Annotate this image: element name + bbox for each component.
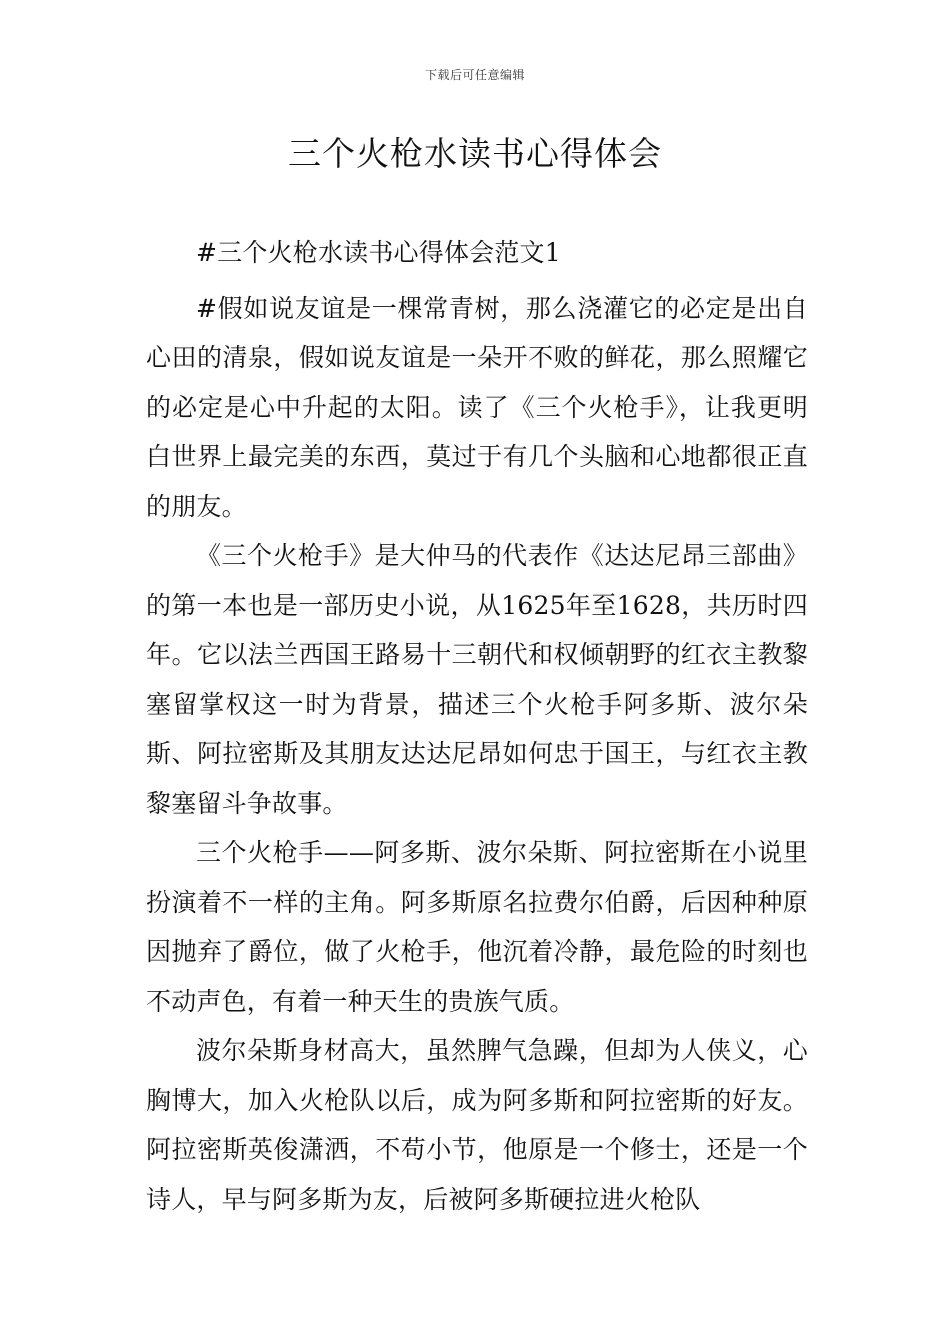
paragraph: 《三个火枪手》是大仲马的代表作《达达尼昂三部曲》的第一本也是一部历史小说，从1625年至1628，共历时四年。它以法兰西国王路易十三朝代和权倾朝野的红衣主教黎塞留掌权这一时为背景，描述三个火枪手阿多斯、波尔朵斯、阿拉密斯及其朋友达达尼昂如何忠于国王，与红衣主教黎塞留斗争故事。 xyxy=(146,541,808,818)
paragraph: #假如说友谊是一棵常青树，那么浇灌它的必定是出自心田的清泉，假如说友谊是一朵开不败的鲜花，那么照耀它的必定是心中升起的太阳。读了《三个火枪手》，让我更明白世界上最完美的东西，莫过于有几个头脑和心地都很正直的朋友。 xyxy=(146,293,808,521)
document-title: 三个火枪水读书心得体会 xyxy=(288,134,662,173)
paragraph-heading: #三个火枪水读书心得体会范文1 xyxy=(196,238,561,267)
header-note: 下载后可任意编辑 xyxy=(424,68,525,82)
paragraph: 三个火枪手——阿多斯、波尔朵斯、阿拉密斯在小说里扮演着不一样的主角。阿多斯原名拉费尔伯爵，后因种种原因抛弃了爵位，做了火枪手，他沉着冷静，最危险的时刻也不动声色，有着一种天生的贵族气质。 xyxy=(146,838,808,1016)
document-body xyxy=(146,228,808,1224)
paragraph: 波尔朵斯身材高大，虽然脾气急躁，但却为人侠义，心胸博大，加入火枪队以后，成为阿多斯和阿拉密斯的好友。阿拉密斯英俊潇洒，不苟小节，他原是一个修士，还是一个诗人，早与阿多斯为友，后被阿多斯硬拉进火枪队 xyxy=(146,1036,808,1214)
